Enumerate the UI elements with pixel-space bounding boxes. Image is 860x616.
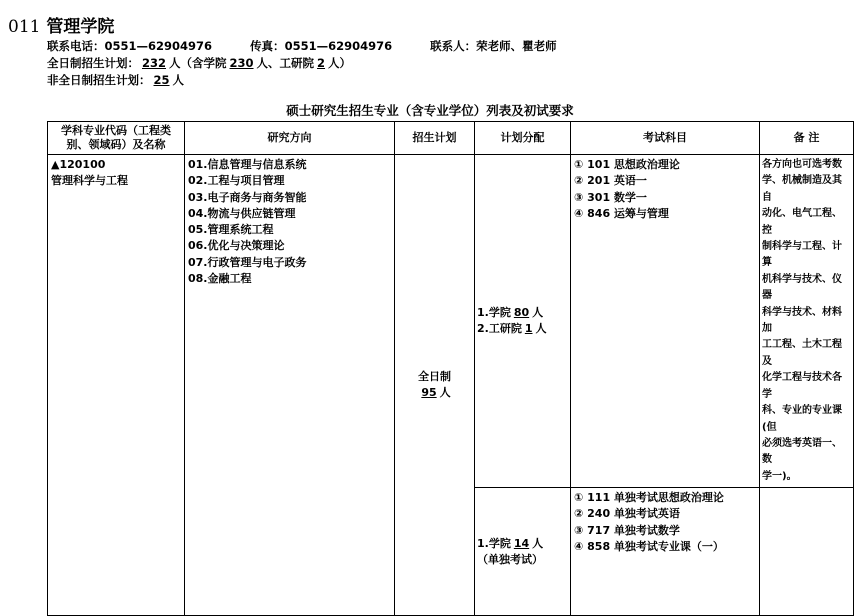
- notes-cell-empty: [760, 488, 854, 616]
- alloc1-line1: [477, 305, 570, 321]
- alloc1-line2: [477, 321, 570, 337]
- fulltime-college: 230: [229, 56, 254, 70]
- subjects-cell-2: [571, 488, 760, 616]
- alloc2-l1-prefix: 1.学院: [477, 536, 511, 550]
- table-header-row: [48, 122, 854, 155]
- note-line: 动化、电气工程、控: [762, 208, 842, 236]
- col-header-plan: 招生计划: [395, 122, 475, 155]
- alloc1-l2-unit: 人: [535, 322, 547, 336]
- note-line: 学一)。: [762, 470, 797, 482]
- alloc2-line2: （单独考试）: [477, 552, 543, 566]
- major-code: ▲120100: [51, 158, 106, 171]
- note-line: 各方向也可选考数: [762, 159, 842, 170]
- admissions-table: [47, 121, 854, 616]
- alloc1-l2-prefix: 2.工研院: [477, 322, 522, 336]
- note-line: 必须选考英语一、数: [762, 437, 842, 466]
- fax-value: 0551—62904976: [284, 39, 393, 53]
- fulltime-label: 全日制招生计划：: [47, 56, 139, 70]
- fulltime-plan-line: [47, 55, 351, 71]
- subject-item: ③ 301 数学一: [574, 190, 647, 204]
- note-line: 制科学与工程、计算: [762, 241, 842, 269]
- plan-total: 95: [421, 386, 437, 400]
- alloc2-l1-value: 14: [513, 536, 530, 550]
- direction-item: 03.电子商务与商务智能: [188, 190, 307, 204]
- table-row: [48, 155, 854, 488]
- fulltime-total: 232: [142, 56, 167, 70]
- col-header-notes: 备 注: [760, 122, 854, 155]
- subject-item: ② 240 单独考试英语: [574, 507, 680, 521]
- alloc1-l2-value: 1: [524, 322, 533, 336]
- parttime-label: 非全日制招生计划：: [47, 73, 151, 87]
- col-header-major: 学科专业代码（工程类别、领域码）及名称: [48, 122, 185, 155]
- col-header-direction: 研究方向: [185, 122, 395, 155]
- phone-value: 0551—62904976: [104, 39, 213, 53]
- college-code: 011: [8, 17, 41, 37]
- subject-item: ④ 858 单独考试专业课（一）: [574, 540, 724, 554]
- college-name: 管理学院: [46, 17, 115, 37]
- plan-unit: 人: [439, 386, 451, 400]
- subject-item: ③ 717 单独考试数学: [574, 523, 680, 537]
- allocation-cell-2: [475, 488, 571, 616]
- col-header-subjects: 考试科目: [571, 122, 760, 155]
- subject-item: ④ 846 运筹与管理: [574, 206, 669, 220]
- direction-item: 06.优化与决策理论: [188, 239, 285, 253]
- major-name: 管理科学与工程: [51, 174, 128, 187]
- major-cell: [48, 155, 185, 616]
- direction-item: 05.管理系统工程: [188, 223, 274, 237]
- direction-item: 02.工程与项目管理: [188, 174, 285, 188]
- note-line: 科学与技术、材料加: [762, 306, 842, 335]
- direction-item: 04.物流与供应链管理: [188, 206, 296, 220]
- parttime-plan-line: [47, 72, 184, 88]
- subject-item: ① 101 思想政治理论: [574, 158, 680, 171]
- plan-label: 全日制: [418, 370, 451, 384]
- parttime-total: 25: [153, 73, 170, 87]
- notes-cell: [760, 155, 854, 488]
- direction-item: 07.行政管理与电子政务: [188, 255, 307, 269]
- contact-label: 联系人：: [430, 39, 477, 53]
- note-line: 机科学与技术、仪器: [762, 273, 842, 302]
- col-header-allocation: 计划分配: [475, 122, 571, 155]
- contact-value: 荣老师、瞿老师: [476, 39, 557, 53]
- note-line: 化学工程与技术各学: [762, 372, 842, 400]
- fulltime-mid2: 人、工研院: [256, 56, 315, 70]
- alloc2-line1: [477, 536, 570, 552]
- alloc1-l1-unit: 人: [532, 306, 544, 320]
- directions-cell: [185, 155, 395, 616]
- contact-line: [47, 38, 557, 54]
- subject-item: ② 201 英语一: [574, 174, 647, 188]
- parttime-end: 人: [172, 73, 185, 87]
- direction-item: 08.金融工程: [188, 272, 252, 286]
- college-title: [8, 12, 114, 37]
- table-title: 硕士研究生招生专业（含专业学位）列表及初试要求: [286, 103, 574, 118]
- fulltime-mid1: 人（含学院: [169, 56, 227, 70]
- fulltime-inst: 2: [317, 56, 326, 70]
- note-line: 学、机械制造及其自: [762, 175, 842, 203]
- alloc2-l1-unit: 人: [532, 536, 544, 550]
- subjects-cell-1: [571, 155, 760, 488]
- alloc1-l1-value: 80: [513, 306, 530, 320]
- note-line: 工工程、土木工程及: [762, 339, 842, 367]
- subject-item: ① 111 单独考试思想政治理论: [574, 491, 724, 505]
- fulltime-end: 人）: [328, 56, 352, 70]
- fax-label: 传真：: [250, 39, 285, 53]
- phone-label: 联系电话：: [47, 39, 105, 53]
- alloc1-l1-prefix: 1.学院: [477, 306, 511, 320]
- plan-cell: [395, 155, 475, 616]
- note-line: 科、专业的专业课(但: [762, 405, 842, 433]
- allocation-cell-1: [475, 155, 571, 488]
- direction-item: 01.信息管理与信息系统: [188, 158, 307, 171]
- plan-total-line: [395, 385, 474, 401]
